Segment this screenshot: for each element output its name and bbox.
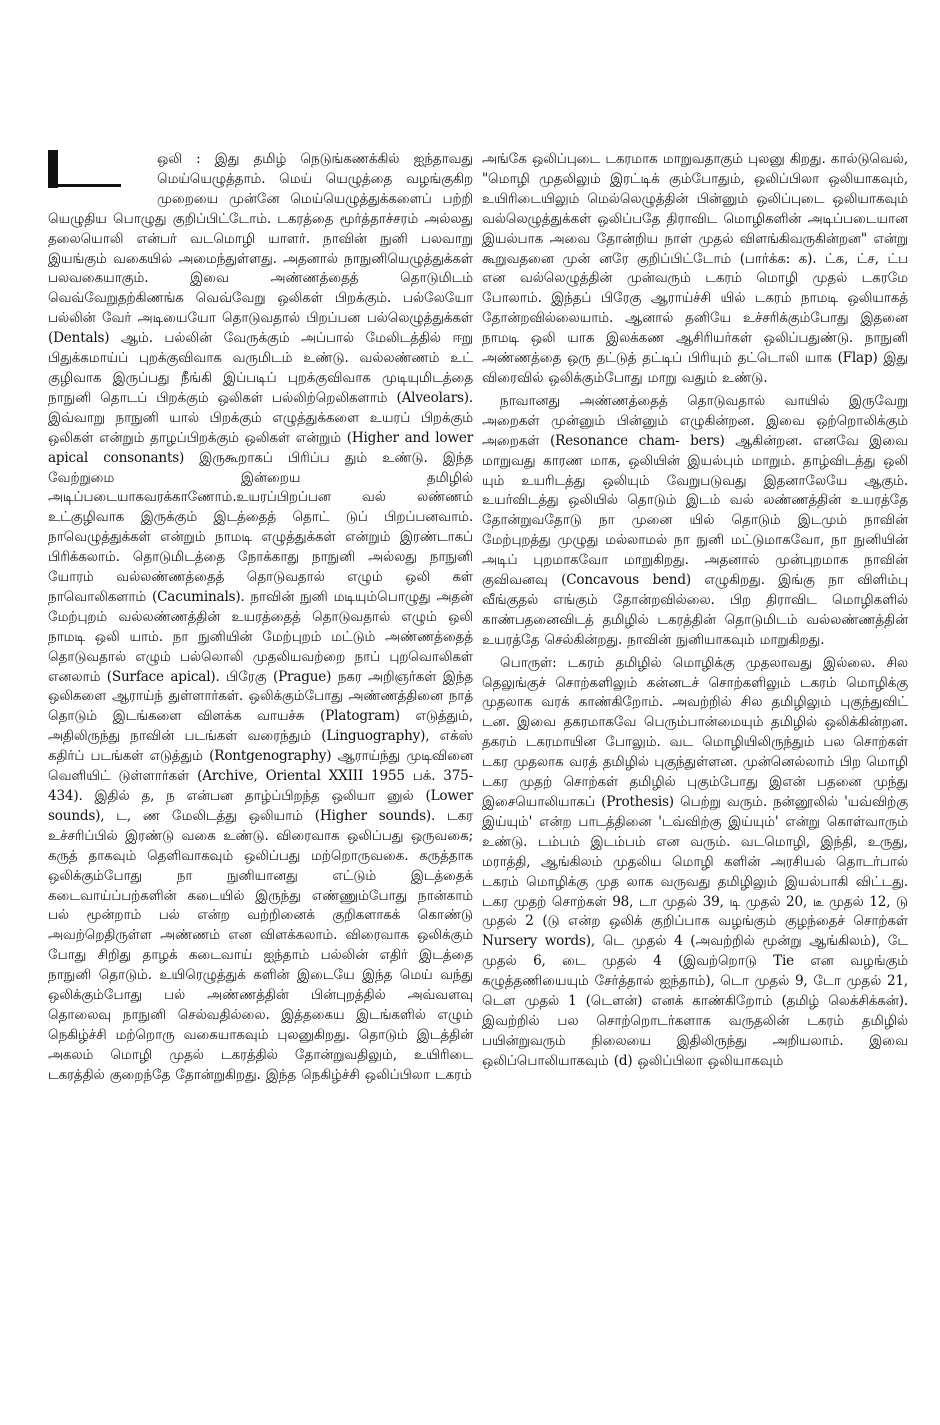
paragraph-2 <box>482 392 908 651</box>
paragraph-1 <box>482 150 908 389</box>
paragraph-1-text: அங்கே ஒலிப்புடை டகரமாக மாறுவதாகும் புலனு கிறது. கால்டுவெல், "மொழி முதலிலும் இரட்டிக் கும்போதும், ஒலிப்பிலா ஒலியாகவும், உயிரிடையிலும் மெல்லெழுத்தின் பின்னும் ஒலிப்புடை ஒலியாகவும் வல்லெழுத்துக்கள் ஒலிப்பதே திராவிட மொழிகளின் அடிப்படையான இயல்பாக அவை தோன்றிய நாள் முதல் விளங்கிவருகின்றன" என்று கூறுவதனை முன் னரே குறிப்பிட்டோம் (பார்க்க: க). ட்க, ட்ச, ட்ப என வல்லெழுத்தின் முன்வரும் டகரம் மொழி முதல் டகரமே போலாம். இந்தப் பிரேகு ஆராய்ச்சி யில் டகரம் நாமடி ஒலியாகத் தோன்றவில்லையாம். ஆனால் தனியே உச்சரிக்கும்போது இதனை நாமடி ஒலி யாக இலக்கண ஆசிரியர்கள் ஒலிப்பதுண்டு. நாநுனி அண்ணத்தை ஒரு தட்டுத் தட்டிப் பிரியும் தட்டொலி யாக (Flap) இது விரைவில் ஒலிக்கும்போது மாறு வதும் உண்டு. <box>482 151 908 386</box>
drop-cap-letter <box>48 150 143 195</box>
entry-paragraph <box>48 150 473 1086</box>
drop-cap-stem <box>48 150 58 188</box>
entry-intro-text: ஒலி : இது தமிழ் நெடுங்கணக்கில் ஐந்தாவது மெய்யெழுத்தாம். மெய் யெழுத்தை வழங்குகிற முறையை முன்னே மெய்யெழுத்துக்களைப் பற்றி யெழுதிய பொழுது குறிப்பிட்டோம். டகரத்தை மூர்த்தாச்சரம் அல்லது தலையொலி என்பர் வடமொழி யாளர். நாவின் நுனி பலவாறு இயங்கும் வகையில் அமைந்துள்ளது. அதனால் நாநுனியெழுத்துக்கள் பலவகையாகும். இவை அண்ணத்தைத் தொடுமிடம் வெவ்வேறுதற்கிணங்க வெவ்வேறு ஒலிகள் பிறக்கும். பல்லேயோ பல்லின் வேர் அடியையோ தொடுவதால் பிறப்பன பல்லெழுத்துக்கள் (Dentals) ஆம். பல்லின் வேருக்கும் அப்பால் மேலிடத்தில் ஈறு பிதுக்கமாய்ப் புறக்குவிவாக வருமிடம் உண்டு. வல்லண்ணம் உட் குழிவாக இருப்பது நீங்கி இப்படிப் புறக்குவிவாக முடியுமிடத்தை நாநுனி தொடப் பிறக்கும் ஒலிகள் பல்லிற்றெலிகளாம் (Alveolars). இவ்வாறு நாநுனி யால் பிறக்கும் எழுத்துக்களை உயரப் பிறக்கும் ஒலிகள் என்றும் தாழப்பிறக்கும் ஒலிகள் என்றும் (Higher and lower apical consonants) இருகூறாகப் பிரிப்ப தும் உண்டு. இந்த வேற்றுமை இன்றைய தமிழில் அடிப்படையாகவரக்காணோம்.உயரப்பிறப்பன வல் லண்ணம் உட்குழிவாக இருக்கும் இடத்தைத் தொட் டுப் பிறப்பனவாம். நாவெழுத்துக்கள் என்றும் நாமடி எழுத்துக்கள் என்றும் இரண்டாகப் பிரிக்கலாம். தொடுமிடத்தை நோக்காது நாநுனி அல்லது நாநுனி யோரம் வல்லண்ணத்தைத் தொடுவதால் எழும் ஒலி கள் நாவொலிகளாம் (Cacuminals). நாவின் நுனி மடியும்பொழுது அதன் மேற்புறம் வல்லண்ணத்தின் உயரத்தைத் தொடுவதால் எழும் ஒலி நாமடி ஒலி யாம். நா நுனியின் மேற்புறம் மட்டும் அண்ணத்தைத் தொடுவதால் எழும் பல்லொலி முதலியவற்றை நாப் புறவொலிகள் எனலாம் (Surface apical). பிரேகு (Prague) நகர அறிஞர்கள் இந்த ஒலிகளை ஆராய்ந் துள்ளார்கள். ஒலிக்கும்போது அண்ணத்தினை நாத் தொடும் இடங்களை விளக்க வாயச்சு (Platogram) எடுத்தும், அதிலிருந்து நாவின் படங்கள் வரைந்தும் (Linguography), எக்ஸ் கதிர்ப் படங்கள் எடுத்தும் (Rontgenography) ஆராய்ந்து முடிவினை வெளியிட் டுள்ளார்கள் (Archive, Oriental XXIII 1955 பக். 375-434). இதில் த, ந என்பன தாழ்ப்பிறந்த ஒலியா னுல் (Lower sounds), ட, ண மேலிடத்து ஒலியாம் (Higher sounds). டகர உச்சரிப்பில் இரண்டு வகை உண்டு. விரைவாக ஒலிப்பது ஒருவகை; கருத் தாகவும் தெளிவாகவும் ஒலிப்பது மற்றொருவகை. கருத்தாக ஒலிக்கும்போது நா நுனியானது எட்டும் இடத்தைக் கடைவாய்ப்பற்களின் கடையில் இருந்து எண்ணும்போது நான்காம் பல் மூன்றாம் பல் என்ற வற்றினைக் குறிகளாகக் கொண்டு அவற்றெதிருள்ள அண்ணம் என விளக்கலாம். விரைவாக ஒலிக்கும் போது சிறிது தாழக் கடைவாய் ஐந்தாம் பல்லின் எதிர் இடத்தை நாநுனி தொடும். உயிரெழுத்துக் களின் இடையே இந்த மெய் வந்து ஒலிக்கும்போது பல் அண்ணத்தின் பின்புறத்தில் அவ்வளவு தொலைவு நாநுனி செல்வதில்லை. இத்தகைய இடங்களில் எழும் நெகிழ்ச்சி மற்றொரு வகையாகவும் புலனுகிறது. தொடும் இடத்தின் அகலம் மொழி முதல் டகரத்தில் தோன்றுவதிலும், உயிரிடை டகரத்தில் குறைந்தே தோன்றுகிறது. இந்த நெகிழ்ச்சி ஒலிப்பிலா டகரம் <box>48 151 473 1083</box>
left-column <box>48 150 473 1089</box>
paragraph-3 <box>482 654 908 1072</box>
right-column <box>482 150 908 1075</box>
paragraph-3-text: பொருள்: டகரம் தமிழில் மொழிக்கு முதலாவது இல்லை. சில தெலுங்குச் சொற்களிலும் கன்னடச் சொற்களிலும் டகரம் மொழிக்கு முதலாக வரக் காண்கிறோம். அவற்றில் சில தமிழிலும் புகுந்துவிட் டன. இவை தகரமாகவே பெரும்பான்மையும் தமிழில் ஒலிக்கின்றன. தகரம் டகரமாயின போலும். வட மொழியிலிருந்தும் பல சொற்கள் டகர முதலாக வரத் தமிழில் புகுந்துள்ளன. முன்னெல்லாம் பிற மொழி டகர முதற் சொற்கள் தமிழில் புகும்போது இஎன் பதனை முந்து இசையொலியாகப் (Prothesis) பெற்று வரும். நன்னூலில் 'யவ்விற்கு இய்யும்' என்ற பாடத்தினை 'டவ்விற்கு இய்யும்' என்று கொள்வாரும் உண்டு. டம்பம் இடம்பம் என வரும். வடமொழி, இந்தி, உருது, மராத்தி, ஆங்கிலம் முதலிய மொழி களின் அரசியல் தொடர்பால் டகரம் மொழிக்கு முத லாக வருவது தமிழிலும் இயல்பாகி விட்டது. டகர முதற் சொற்கள் 98, டா முதல் 39, டி முதல் 20, டீ முதல் 12, டு முதல் 2 (டு என்ற ஒலிக் குறிப்பாக வழங்கும் குழந்தைச் சொற்கள் Nursery words), டெ முதல் 4 (அவற்றில் மூன்று ஆங்கிலம்), டே முதல் 6, டை முதல் 4 (இவற்றொடு Tie என வழங்கும் கழுத்தணியையும் சேர்த்தால் ஐந்தாம்), டொ முதல் 9, டோ முதல் 21, டௌ முதல் 1 (டௌன்) எனக் காண்கிறோம் (தமிழ் லெக்சிக்கன்). இவற்றில் பல சொற்றொடர்களாக வருதலின் டகரம் தமிழில் பயின்றுவரும் நிலையை இதிலிருந்து அறியலாம். இவை ஒலிப்பொலியாகவும் (d) ஒலிப்பிலா ஒலியாகவும் <box>482 654 908 1069</box>
paragraph-2-text: நாவானது அண்ணத்தைத் தொடுவதால் வாயில் இருவேறு அறைகள் முன்னும் பின்னும் எழுகின்றன. இவை ஒற்றொலிக்கும் அறைகள் (Resonance cham- bers) ஆகின்றன. எனவே இவை மாறுவது காரண மாக, ஒலியின் இயல்பும் மாறும். தாழ்விடத்து ஒலி யும் உயரிடத்து ஒலியும் வேறுபடுவது இதனாலேயே ஆகும். உயர்விடத்து ஒலியில் தொடும் இடம் வல் லண்ணத்தின் உயரத்தே தோன்றுவதோடு நா முனை யில் தொடும் இடமும் நாவின் மேற்புறத்து முழுது மல்லாமல் நா நுனி மட்டுமாகவோ, நா நுனியின் அடிப் புறமாகவோ மாறுகிறது. அதனால் முன்புறமாக நாவின் குவிவனவு (Concavous bend) எழுகிறது. இங்கு நா விளிம்பு வீங்குதல் எங்கும் தோன்றவில்லை. பிற திராவிட மொழிகளில் காண்பதனைவிடத் தமிழில் டகரத்தின் தொடுமிடம் வல்லண்ணத்தின் உயரத்தே செல்கின்றது. நாவின் நுனியாகவும் மாறுகிறது. <box>482 392 908 648</box>
drop-cap-rule <box>58 184 121 187</box>
